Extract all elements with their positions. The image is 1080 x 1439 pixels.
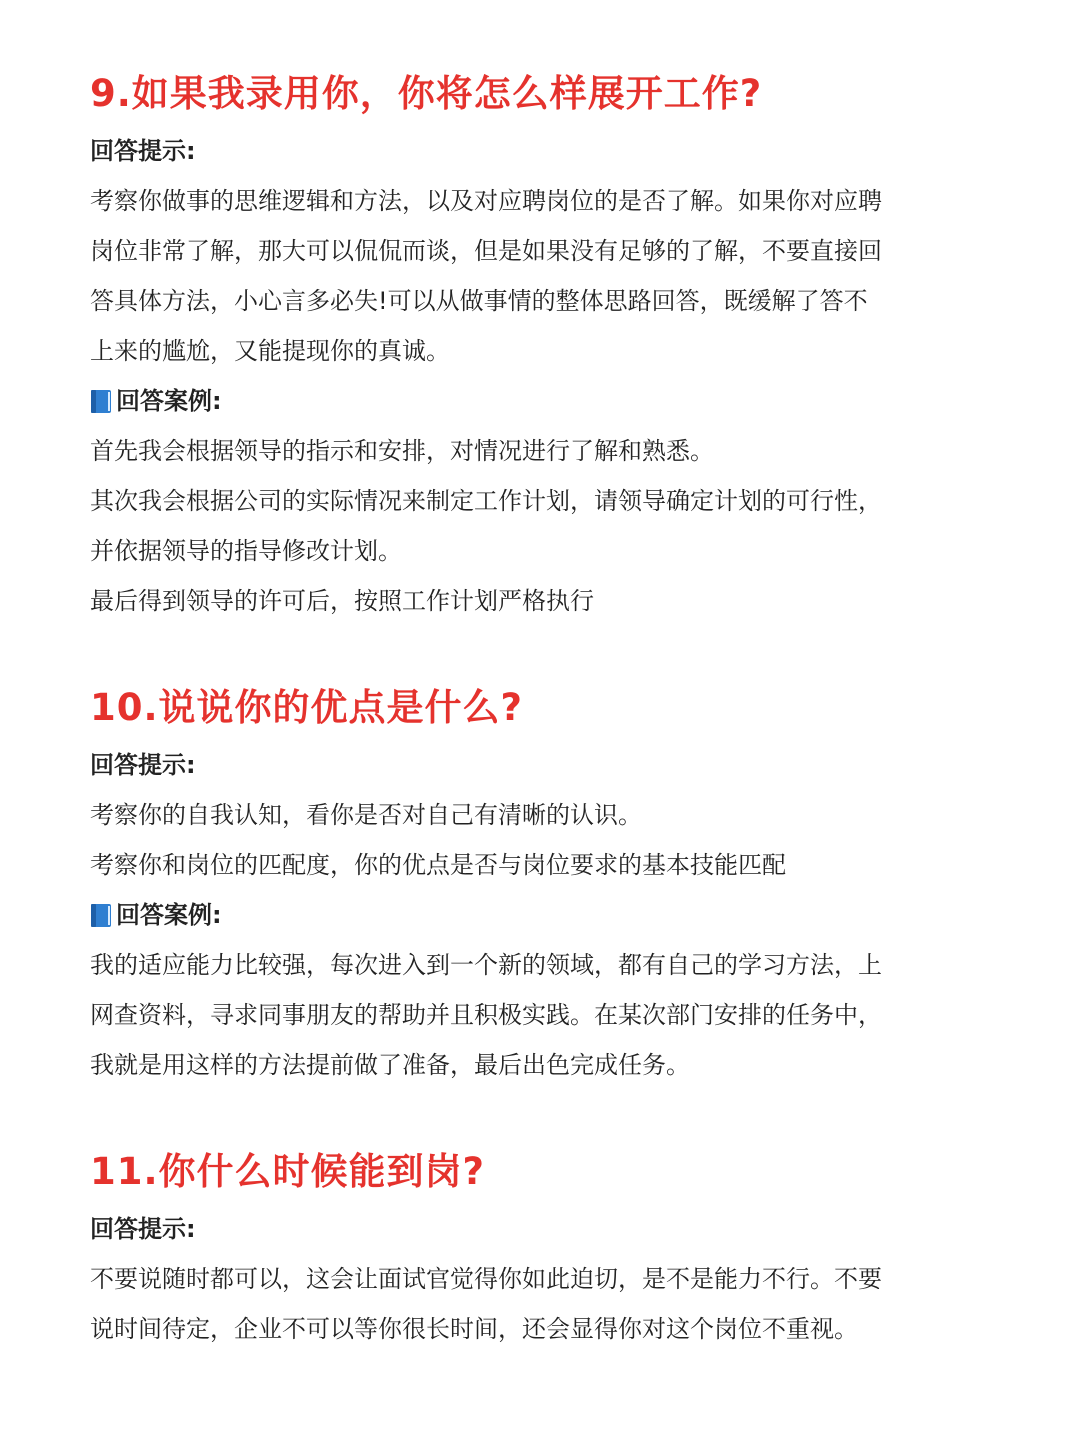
hint-line: 答具体方法，小心言多必失!可以从做事情的整体思路回答，既缓解了答不: [90, 287, 868, 315]
hint-line: 上来的尴尬，又能提现你的真诚。: [90, 337, 450, 365]
hint-line: 不要说随时都可以，这会让面试官觉得你如此迫切，是不是能力不行。不要: [90, 1265, 882, 1293]
example-line: 我的适应能力比较强，每次进入到一个新的领域，都有自己的学习方法，上: [90, 951, 882, 979]
example-label: 回答案例:: [116, 387, 222, 415]
hint-label: 回答提示:: [90, 751, 196, 779]
example-line: 最后得到领导的许可后，按照工作计划严格执行: [90, 587, 594, 615]
example-line: 其次我会根据公司的实际情况来制定工作计划，请领导确定计划的可行性，: [90, 487, 882, 515]
question-title: 11.你什么时候能到岗?: [90, 1150, 486, 1193]
example-heading: [90, 890, 992, 940]
question-title: 10.说说你的优点是什么?: [90, 686, 524, 729]
hint-label: 回答提示:: [90, 137, 196, 165]
hint-label: 回答提示:: [90, 1215, 196, 1243]
example-line: 我就是用这样的方法提前做了准备，最后出色完成任务。: [90, 1051, 690, 1079]
example-label: 回答案例:: [116, 901, 222, 929]
hint-line: 考察你和岗位的匹配度，你的优点是否与岗位要求的基本技能匹配: [90, 851, 786, 879]
hint-line: 考察你做事的思维逻辑和方法，以及对应聘岗位的是否了解。如果你对应聘: [90, 187, 882, 215]
hint-line: 考察你的自我认知，看你是否对自己有清晰的认识。: [90, 801, 642, 829]
example-heading: [90, 376, 992, 426]
hint-line: 岗位非常了解，那大可以侃侃而谈，但是如果没有足够的了解，不要直接回: [90, 237, 882, 265]
blue-book-icon: [90, 903, 112, 928]
example-line: 并依据领导的指导修改计划。: [90, 537, 402, 565]
question-section-11: [90, 1142, 992, 1354]
hint-line: 说时间待定，企业不可以等你很长时间，还会显得你对这个岗位不重视。: [90, 1315, 858, 1343]
blue-book-icon: [90, 389, 112, 414]
example-line: 首先我会根据领导的指示和安排，对情况进行了解和熟悉。: [90, 437, 714, 465]
question-section-10: [90, 678, 992, 1090]
question-title: 9.如果我录用你，你将怎么样展开工作?: [90, 72, 763, 115]
example-line: 网查资料，寻求同事朋友的帮助并且积极实践。在某次部门安排的任务中，: [90, 1001, 882, 1029]
question-section-9: [90, 64, 992, 626]
